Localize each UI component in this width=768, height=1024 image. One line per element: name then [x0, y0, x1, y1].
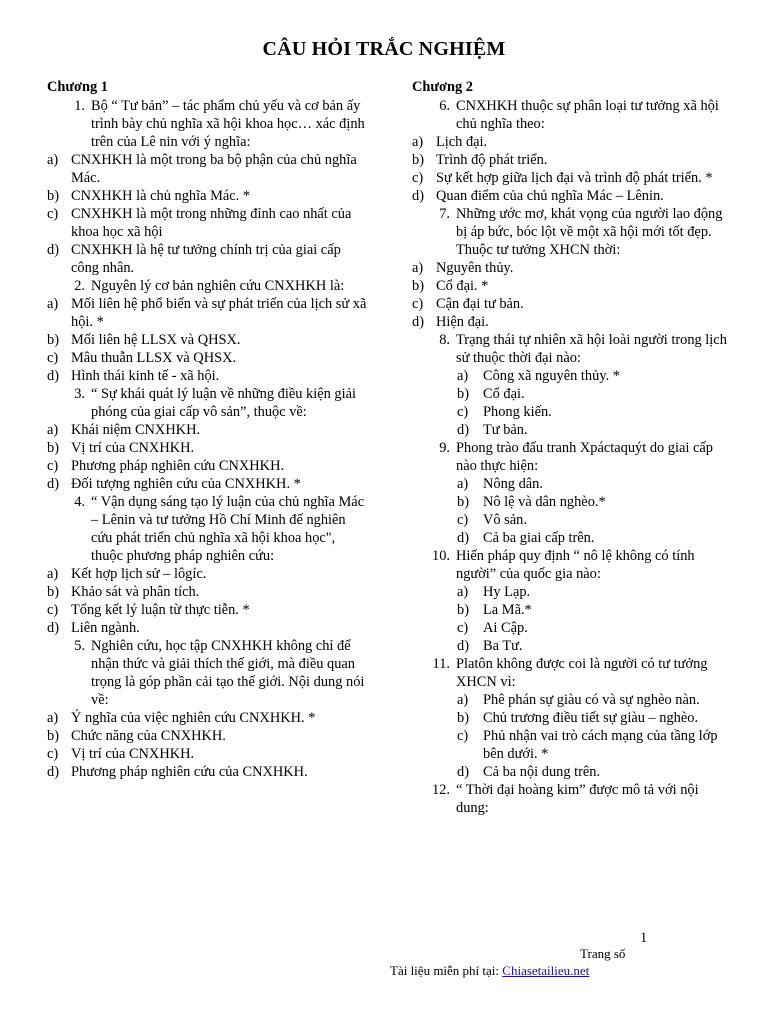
- option-text: Hiện đại.: [436, 314, 489, 330]
- option-label: a): [412, 134, 424, 150]
- option-label: d): [47, 242, 59, 258]
- question-number: 5.: [74, 638, 85, 654]
- option-text: Cổ đại. *: [436, 278, 489, 294]
- question-stem: [412, 205, 734, 259]
- question-item: [47, 97, 369, 277]
- answer-option: [47, 583, 369, 601]
- question-number: 8.: [439, 332, 450, 348]
- answer-option: [47, 205, 369, 241]
- question-number: 10.: [432, 548, 450, 564]
- option-text: Nô lệ và dân nghèo.*: [483, 494, 606, 510]
- answer-option: [412, 295, 734, 313]
- option-label: c): [47, 350, 59, 366]
- footer-free-label: Tài liệu miễn phí tại:: [390, 963, 500, 978]
- answer-option: [412, 403, 734, 421]
- question-text: “ Sự khái quát lý luận về những điều kiện giải phóng của giai cấp vô sản”, thuộc về:: [91, 386, 356, 420]
- option-label: b): [457, 602, 469, 618]
- option-list: [412, 691, 734, 781]
- option-label: a): [47, 566, 59, 582]
- option-label: b): [412, 152, 424, 168]
- option-label: c): [457, 728, 469, 744]
- question-item: [412, 781, 734, 817]
- option-text: Cận đại tư bản.: [436, 296, 524, 312]
- question-text: Platôn không được coi là người có tư tưởng XHCN vì:: [456, 656, 708, 690]
- option-label: a): [457, 368, 469, 384]
- option-list: [412, 367, 734, 439]
- answer-option: [412, 151, 734, 169]
- question-number: 1.: [74, 98, 85, 114]
- answer-option: [412, 313, 734, 331]
- question-stem: [47, 493, 369, 565]
- answer-option: [412, 727, 734, 763]
- option-text: Khái niệm CNXHKH.: [71, 422, 201, 438]
- option-text: Phong kiến.: [483, 404, 552, 420]
- option-text: Mối liên hệ phổ biến và sự phát triển của lịch sử xã hội. *: [71, 296, 367, 330]
- option-text: Kết hợp lịch sử – lôgíc.: [71, 566, 207, 582]
- answer-option: [47, 619, 369, 637]
- option-text: Hy Lạp.: [483, 584, 531, 600]
- option-text: Chức năng của CNXHKH.: [71, 728, 226, 744]
- answer-option: [47, 295, 369, 331]
- option-text: Vị trí của CNXHKH.: [71, 440, 195, 456]
- option-label: d): [457, 530, 469, 546]
- option-label: c): [457, 620, 469, 636]
- option-list: [47, 295, 369, 385]
- question-stem: [412, 331, 734, 367]
- chapter-heading: Chương 1: [47, 79, 108, 95]
- option-text: Hình thái kinh tế - xã hội.: [71, 368, 220, 384]
- question-text: Trạng thái tự nhiên xã hội loài người trong lịch sử thuộc thời đại nào:: [456, 332, 727, 366]
- question-text: “ Thời đại hoàng kim” được mô tả với nội dung:: [456, 782, 699, 816]
- option-text: Tư bản.: [483, 422, 528, 438]
- question-number: 7.: [439, 206, 450, 222]
- option-label: c): [47, 746, 59, 762]
- column-chapter-1: [47, 78, 369, 781]
- answer-option: [412, 169, 734, 187]
- option-label: d): [47, 764, 59, 780]
- option-label: b): [47, 440, 59, 456]
- option-label: a): [412, 260, 424, 276]
- question-item: [412, 655, 734, 781]
- option-label: c): [47, 458, 59, 474]
- option-text: CNXHKH là hệ tư tưởng chính trị của giai cấp công nhân.: [71, 242, 341, 276]
- option-label: c): [412, 170, 424, 186]
- question-number: 9.: [439, 440, 450, 456]
- answer-option: [412, 583, 734, 601]
- option-label: a): [47, 152, 59, 168]
- option-label: b): [412, 278, 424, 294]
- option-text: CNXHKH là một trong những đỉnh cao nhất của khoa học xã hội: [71, 206, 352, 240]
- option-label: b): [457, 386, 469, 402]
- option-label: d): [457, 422, 469, 438]
- question-number: 4.: [74, 494, 85, 510]
- question-text: Hiến pháp quy định “ nô lệ không có tính người” của quốc gia nào:: [456, 548, 695, 582]
- question-number: 2.: [74, 278, 85, 294]
- answer-option: [412, 385, 734, 403]
- option-list: [412, 133, 734, 205]
- option-text: Quan điểm của chủ nghĩa Mác – Lênin.: [436, 188, 664, 204]
- option-text: Nguyên thủy.: [436, 260, 514, 276]
- option-text: Đối tượng nghiên cứu của CNXHKH. *: [71, 476, 301, 492]
- option-list: [47, 709, 369, 781]
- option-text: Cả ba nội dung trên.: [483, 764, 601, 780]
- option-label: d): [457, 638, 469, 654]
- page-title: CÂU HỎI TRẮC NGHIỆM: [262, 38, 506, 60]
- answer-option: [412, 637, 734, 655]
- question-number: 3.: [74, 386, 85, 402]
- answer-option: [412, 187, 734, 205]
- answer-option: [47, 151, 369, 187]
- option-text: Cổ đại.: [483, 386, 525, 402]
- option-label: b): [47, 332, 59, 348]
- answer-option: [47, 763, 369, 781]
- option-label: c): [457, 404, 469, 420]
- question-item: [412, 547, 734, 655]
- question-stem: [412, 547, 734, 583]
- page-label: Trang số: [580, 946, 626, 961]
- option-label: a): [457, 584, 469, 600]
- option-list: [412, 259, 734, 331]
- answer-option: [47, 367, 369, 385]
- question-stem: [412, 439, 734, 475]
- question-number: 6.: [439, 98, 450, 114]
- option-text: Vị trí của CNXHKH.: [71, 746, 195, 762]
- question-item: [412, 205, 734, 331]
- option-label: d): [457, 764, 469, 780]
- option-text: Sự kết hợp giữa lịch đại và trình độ phát triển. *: [436, 170, 713, 186]
- option-text: CNXHKH là một trong ba bộ phận của chủ nghĩa Mác.: [71, 152, 357, 186]
- answer-option: [47, 601, 369, 619]
- question-stem: [47, 637, 369, 709]
- option-list: [412, 583, 734, 655]
- question-item: [412, 439, 734, 547]
- option-text: Ai Cập.: [483, 620, 528, 636]
- option-text: Ba Tư.: [483, 638, 523, 654]
- option-text: Trình độ phát triển.: [436, 152, 548, 168]
- answer-option: [47, 457, 369, 475]
- option-label: d): [47, 476, 59, 492]
- page-number: 1: [640, 930, 648, 946]
- option-text: Công xã nguyên thủy. *: [483, 368, 620, 384]
- answer-option: [412, 601, 734, 619]
- option-text: CNXHKH là chủ nghĩa Mác. *: [71, 188, 251, 204]
- answer-option: [47, 331, 369, 349]
- question-list: [412, 97, 734, 817]
- question-text: Nguyên lý cơ bản nghiên cứu CNXHKH là:: [91, 278, 345, 294]
- option-label: b): [47, 728, 59, 744]
- answer-option: [412, 691, 734, 709]
- answer-option: [412, 511, 734, 529]
- option-list: [47, 151, 369, 277]
- question-stem: [47, 385, 369, 421]
- option-label: a): [47, 422, 59, 438]
- option-label: b): [47, 188, 59, 204]
- option-text: Phủ nhận vai trò cách mạng của tầng lớp bên dưới. *: [483, 728, 718, 762]
- answer-option: [47, 241, 369, 277]
- answer-option: [412, 619, 734, 637]
- option-label: a): [457, 692, 469, 708]
- question-item: [412, 331, 734, 439]
- question-stem: [47, 277, 369, 295]
- option-list: [47, 565, 369, 637]
- answer-option: [412, 763, 734, 781]
- answer-option: [412, 475, 734, 493]
- chapter-heading: Chương 2: [412, 79, 473, 95]
- option-label: c): [457, 512, 469, 528]
- option-label: d): [47, 620, 59, 636]
- answer-option: [47, 439, 369, 457]
- question-item: [412, 97, 734, 205]
- question-text: CNXHKH thuộc sự phân loại tư tưởng xã hội chủ nghĩa theo:: [456, 98, 719, 132]
- question-stem: [412, 655, 734, 691]
- question-number: 11.: [432, 656, 450, 672]
- footer-source: [390, 963, 589, 979]
- question-text: Phong trào đấu tranh Xpáctaquýt do giai cấp nào thực hiện:: [456, 440, 713, 474]
- answer-option: [47, 421, 369, 439]
- question-text: Bộ “ Tư bản” – tác phẩm chủ yếu và cơ bản ấy trình bày chủ nghĩa xã hội khoa học… xác định trên của Lê nin với ý nghĩa:: [91, 98, 365, 150]
- question-stem: [412, 97, 734, 133]
- answer-option: [412, 421, 734, 439]
- answer-option: [47, 565, 369, 583]
- option-label: a): [457, 476, 469, 492]
- answer-option: [412, 277, 734, 295]
- answer-option: [47, 349, 369, 367]
- question-stem: [47, 97, 369, 151]
- question-number: 12.: [432, 782, 450, 798]
- answer-option: [47, 187, 369, 205]
- option-label: c): [47, 206, 59, 222]
- option-label: b): [47, 584, 59, 600]
- answer-option: [47, 475, 369, 493]
- option-text: Chủ trương điều tiết sự giàu – nghèo.: [483, 710, 699, 726]
- answer-option: [412, 529, 734, 547]
- answer-option: [412, 259, 734, 277]
- option-text: Mâu thuẫn LLSX và QHSX.: [71, 350, 237, 366]
- answer-option: [412, 709, 734, 727]
- option-text: Ý nghĩa của việc nghiên cứu CNXHKH. *: [71, 710, 316, 726]
- option-text: Nông dân.: [483, 476, 543, 492]
- option-text: Phê phán sự giàu có và sự nghèo nàn.: [483, 692, 700, 708]
- option-text: Mối liên hệ LLSX và QHSX.: [71, 332, 241, 348]
- option-label: c): [47, 602, 59, 618]
- option-label: b): [457, 710, 469, 726]
- option-text: Khảo sát và phân tích.: [71, 584, 200, 600]
- question-text: Nghiên cứu, học tập CNXHKH không chỉ để nhận thức và giải thích thế giới, mà điều quan trọng là góp phần cải tạo thế giới. Nội dung nói về:: [91, 638, 365, 708]
- option-text: Liên ngành.: [71, 620, 140, 636]
- answer-option: [47, 727, 369, 745]
- question-stem: [412, 781, 734, 817]
- option-label: a): [47, 296, 59, 312]
- option-text: Phương pháp nghiên cứu CNXHKH.: [71, 458, 285, 474]
- option-label: a): [47, 710, 59, 726]
- answer-option: [412, 493, 734, 511]
- option-text: La Mã.*: [483, 602, 532, 618]
- question-item: [47, 637, 369, 781]
- question-list: [47, 97, 369, 781]
- option-text: Lịch đại.: [436, 134, 488, 150]
- option-text: Tổng kết lý luận từ thực tiễn. *: [71, 602, 250, 618]
- question-text: “ Vận dụng sáng tạo lý luận của chủ nghĩa Mác – Lênin và tư tưởng Hồ Chí Minh để nghiên cứu phát triển chủ nghĩa xã hội khoa học", thuộc phương pháp nghiên cứu:: [91, 494, 365, 564]
- option-text: Vô sản.: [483, 512, 527, 528]
- answer-option: [412, 133, 734, 151]
- answer-option: [47, 745, 369, 763]
- option-list: [412, 475, 734, 547]
- answer-option: [412, 367, 734, 385]
- option-label: b): [457, 494, 469, 510]
- option-list: [47, 421, 369, 493]
- option-label: d): [412, 314, 424, 330]
- footer-link[interactable]: Chiasetailieu.net: [502, 963, 590, 978]
- question-item: [47, 277, 369, 385]
- option-text: Phương pháp nghiên cứu của CNXHKH.: [71, 764, 308, 780]
- option-label: d): [412, 188, 424, 204]
- option-label: d): [47, 368, 59, 384]
- option-text: Cả ba giai cấp trên.: [483, 530, 595, 546]
- answer-option: [47, 709, 369, 727]
- option-label: c): [412, 296, 424, 312]
- column-chapter-2: [412, 78, 734, 817]
- question-text: Những ước mơ, khát vọng của người lao động bị áp bức, bóc lột về một xã hội mới tốt đẹp. Thuộc tư tưởng XHCN thời:: [456, 206, 723, 258]
- question-item: [47, 493, 369, 637]
- question-item: [47, 385, 369, 493]
